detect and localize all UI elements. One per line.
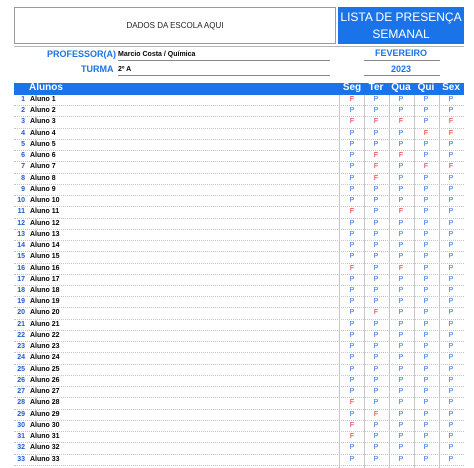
table-row xyxy=(14,252,464,263)
student-name[interactable]: Aluno 22 xyxy=(30,331,60,339)
attendance-cell-qua[interactable]: P xyxy=(398,343,404,351)
attendance-cell-ter[interactable]: F xyxy=(373,410,379,418)
attendance-cell-ter[interactable]: P xyxy=(373,264,379,272)
attendance-cell-seg[interactable]: P xyxy=(349,354,355,362)
attendance-cell-qua[interactable]: P xyxy=(398,129,404,137)
attendance-cell-ter[interactable]: P xyxy=(373,421,379,429)
student-name[interactable]: Aluno 10 xyxy=(30,197,60,205)
student-name[interactable]: Aluno 9 xyxy=(30,185,56,193)
attendance-cell-qui[interactable]: P xyxy=(423,421,429,429)
attendance-cell-sex[interactable]: P xyxy=(448,455,454,463)
attendance-cell-seg[interactable]: P xyxy=(349,365,355,373)
attendance-cell-ter[interactable]: P xyxy=(373,320,379,328)
year-value[interactable]: 2023 xyxy=(390,64,412,74)
attendance-cell-qui[interactable]: P xyxy=(423,140,429,148)
attendance-cell-qui[interactable]: P xyxy=(423,253,429,261)
attendance-cell-ter[interactable]: P xyxy=(373,96,379,103)
attendance-cell-ter[interactable]: F xyxy=(373,174,379,182)
professor-label: PROFESSOR(A) xyxy=(47,49,117,59)
attendance-cell-qui[interactable]: F xyxy=(423,163,429,171)
alunos-header: Alunos xyxy=(29,82,63,93)
attendance-cell-qua[interactable]: P xyxy=(398,388,404,396)
attendance-cell-qui[interactable]: P xyxy=(423,410,429,418)
column-divider xyxy=(439,95,440,468)
attendance-cell-qua[interactable]: P xyxy=(398,365,404,373)
attendance-cell-ter[interactable]: F xyxy=(373,309,379,317)
attendance-cell-qui[interactable]: P xyxy=(423,286,429,294)
month-value[interactable]: FEVEREIRO xyxy=(374,48,427,58)
day-header-sex: Sex xyxy=(442,82,460,93)
attendance-cell-ter[interactable]: P xyxy=(373,275,379,283)
attendance-cell-qui[interactable]: P xyxy=(423,174,429,182)
row-number: 29 xyxy=(17,410,25,418)
table-row xyxy=(14,410,464,421)
attendance-cell-seg[interactable]: P xyxy=(349,376,355,384)
attendance-cell-qui[interactable]: P xyxy=(423,298,429,306)
attendance-cell-seg[interactable]: P xyxy=(349,152,355,160)
attendance-cell-sex[interactable]: P xyxy=(448,275,454,283)
attendance-cell-sex[interactable]: P xyxy=(448,208,454,216)
student-name[interactable]: Aluno 15 xyxy=(30,253,60,261)
attendance-cell-sex[interactable]: P xyxy=(448,242,454,250)
attendance-cell-seg[interactable]: P xyxy=(349,388,355,396)
attendance-cell-qua[interactable]: P xyxy=(398,275,404,283)
school-name: DADOS DA ESCOLA AQUI xyxy=(126,21,224,30)
row-number: 1 xyxy=(21,96,25,103)
table-row xyxy=(14,129,464,140)
attendance-cell-qui[interactable]: P xyxy=(423,185,429,193)
attendance-cell-qui[interactable]: P xyxy=(423,197,429,205)
attendance-cell-seg[interactable]: F xyxy=(349,399,355,407)
row-number: 24 xyxy=(17,354,25,362)
table-row xyxy=(14,207,464,218)
attendance-cell-seg[interactable]: P xyxy=(349,219,355,227)
table-row xyxy=(14,387,464,398)
attendance-cell-ter[interactable]: P xyxy=(373,230,379,238)
attendance-cell-sex[interactable]: P xyxy=(448,107,454,115)
attendance-cell-qui[interactable]: P xyxy=(423,152,429,160)
row-number: 26 xyxy=(17,376,25,384)
student-name[interactable]: Aluno 6 xyxy=(30,152,56,160)
professor-underline xyxy=(118,60,330,61)
student-name[interactable]: Aluno 28 xyxy=(30,399,60,407)
attendance-cell-qui[interactable]: F xyxy=(423,129,429,137)
attendance-cell-sex[interactable]: P xyxy=(448,320,454,328)
row-number: 7 xyxy=(21,163,25,171)
attendance-cell-qua[interactable]: P xyxy=(398,253,404,261)
row-number: 6 xyxy=(21,152,25,160)
student-name[interactable]: Aluno 5 xyxy=(30,140,56,148)
table-row xyxy=(14,331,464,342)
attendance-cell-seg[interactable]: P xyxy=(349,185,355,193)
professor-value[interactable]: Marcio Costa / Química xyxy=(118,51,196,58)
attendance-cell-sex[interactable]: P xyxy=(448,331,454,339)
title-box xyxy=(338,7,464,44)
attendance-cell-sex[interactable]: P xyxy=(448,309,454,317)
student-name[interactable]: Aluno 18 xyxy=(30,286,60,294)
attendance-cell-qua[interactable]: P xyxy=(398,399,404,407)
attendance-cell-qui[interactable]: P xyxy=(423,275,429,283)
table-row xyxy=(14,162,464,173)
attendance-cell-seg[interactable]: P xyxy=(349,230,355,238)
attendance-cell-sex[interactable]: P xyxy=(448,152,454,160)
attendance-cell-qua[interactable]: P xyxy=(398,320,404,328)
attendance-cell-ter[interactable]: P xyxy=(373,185,379,193)
student-name[interactable]: Aluno 21 xyxy=(30,320,60,328)
day-header-seg: Seg xyxy=(342,82,362,93)
attendance-cell-sex[interactable]: P xyxy=(448,96,454,103)
attendance-cell-seg[interactable]: P xyxy=(349,163,355,171)
table-row xyxy=(14,432,464,443)
table-row xyxy=(14,286,464,297)
attendance-cell-seg[interactable]: P xyxy=(349,197,355,205)
attendance-cell-qua[interactable]: P xyxy=(398,433,404,441)
attendance-cell-qua[interactable]: P xyxy=(398,309,404,317)
table-row xyxy=(14,421,464,432)
attendance-cell-sex[interactable]: F xyxy=(448,163,454,171)
attendance-cell-qui[interactable]: P xyxy=(423,444,429,452)
attendance-cell-sex[interactable]: P xyxy=(448,343,454,351)
turma-value[interactable]: 2º A xyxy=(118,66,132,73)
student-name[interactable]: Aluno 4 xyxy=(30,129,56,137)
attendance-cell-sex[interactable]: P xyxy=(448,253,454,261)
day-header-ter: Ter xyxy=(368,82,384,93)
column-divider xyxy=(414,95,415,468)
attendance-cell-seg[interactable]: P xyxy=(349,275,355,283)
attendance-cell-seg[interactable]: P xyxy=(349,107,355,115)
row-number: 31 xyxy=(17,433,25,441)
attendance-cell-seg[interactable]: P xyxy=(349,253,355,261)
attendance-cell-qua[interactable]: P xyxy=(398,242,404,250)
attendance-cell-ter[interactable]: P xyxy=(373,343,379,351)
day-header-qui: Qui xyxy=(417,82,435,93)
attendance-cell-sex[interactable]: P xyxy=(448,174,454,182)
attendance-cell-sex[interactable]: P xyxy=(448,388,454,396)
student-name[interactable]: Aluno 12 xyxy=(30,219,60,227)
table-row xyxy=(14,185,464,196)
title-line-1: LISTA DE PRESENÇA xyxy=(340,10,462,24)
table-row xyxy=(14,106,464,117)
table-row xyxy=(14,219,464,230)
attendance-cell-seg[interactable]: F xyxy=(349,421,355,429)
attendance-cell-ter[interactable]: F xyxy=(373,118,379,126)
attendance-cell-qua[interactable]: P xyxy=(398,410,404,418)
attendance-cell-qui[interactable]: P xyxy=(423,455,429,463)
row-number: 3 xyxy=(21,118,25,126)
column-divider xyxy=(364,95,365,468)
attendance-cell-sex[interactable]: F xyxy=(448,118,454,126)
attendance-cell-qua[interactable]: F xyxy=(398,208,404,216)
attendance-cell-qua[interactable]: P xyxy=(398,185,404,193)
attendance-cell-sex[interactable]: P xyxy=(448,444,454,452)
row-number: 8 xyxy=(21,174,25,182)
attendance-cell-seg[interactable]: P xyxy=(349,444,355,452)
attendance-cell-qui[interactable]: P xyxy=(423,331,429,339)
attendance-cell-qua[interactable]: P xyxy=(398,197,404,205)
attendance-cell-qui[interactable]: P xyxy=(423,118,429,126)
student-name[interactable]: Aluno 7 xyxy=(30,163,56,171)
row-number: 15 xyxy=(17,253,25,261)
attendance-cell-seg[interactable]: P xyxy=(349,174,355,182)
table-row xyxy=(14,342,464,353)
attendance-cell-qui[interactable]: P xyxy=(423,219,429,227)
attendance-cell-ter[interactable]: P xyxy=(373,354,379,362)
attendance-cell-ter[interactable]: P xyxy=(373,107,379,115)
attendance-cell-qua[interactable]: F xyxy=(398,264,404,272)
attendance-cell-ter[interactable]: P xyxy=(373,444,379,452)
student-name[interactable]: Aluno 8 xyxy=(30,174,56,182)
attendance-cell-seg[interactable]: P xyxy=(349,455,355,463)
attendance-cell-ter[interactable]: P xyxy=(373,242,379,250)
attendance-cell-qua[interactable]: P xyxy=(398,230,404,238)
attendance-cell-sex[interactable]: P xyxy=(448,421,454,429)
student-name[interactable]: Aluno 11 xyxy=(30,208,60,216)
student-name[interactable]: Aluno 2 xyxy=(30,107,56,115)
table-header xyxy=(14,83,464,95)
row-number: 21 xyxy=(17,320,25,328)
attendance-cell-qui[interactable]: P xyxy=(423,96,429,103)
attendance-cell-qua[interactable]: P xyxy=(398,455,404,463)
student-name[interactable]: Aluno 20 xyxy=(30,309,60,317)
attendance-cell-ter[interactable]: P xyxy=(373,140,379,148)
attendance-cell-qua[interactable]: P xyxy=(398,163,404,171)
day-header-qua: Qua xyxy=(391,82,411,93)
column-divider xyxy=(339,95,340,468)
attendance-cell-seg[interactable]: F xyxy=(349,433,355,441)
attendance-cell-seg[interactable]: P xyxy=(349,286,355,294)
student-name[interactable]: Aluno 16 xyxy=(30,264,60,272)
attendance-cell-seg[interactable]: P xyxy=(349,331,355,339)
attendance-cell-qui[interactable]: P xyxy=(423,230,429,238)
attendance-cell-sex[interactable]: P xyxy=(448,197,454,205)
attendance-cell-sex[interactable]: P xyxy=(448,230,454,238)
attendance-cell-sex[interactable]: P xyxy=(448,365,454,373)
attendance-cell-qua[interactable]: F xyxy=(398,152,404,160)
student-name[interactable]: Aluno 31 xyxy=(30,433,60,441)
row-number: 25 xyxy=(17,365,25,373)
turma-label: TURMA xyxy=(81,64,114,74)
attendance-cell-ter[interactable]: P xyxy=(373,455,379,463)
table-row xyxy=(14,196,464,207)
attendance-cell-qua[interactable]: P xyxy=(398,174,404,182)
student-name[interactable]: Aluno 3 xyxy=(30,118,56,126)
student-name[interactable]: Aluno 26 xyxy=(30,376,60,384)
row-number: 9 xyxy=(21,185,25,193)
attendance-cell-qua[interactable]: P xyxy=(398,298,404,306)
row-number: 12 xyxy=(17,219,25,227)
attendance-cell-ter[interactable]: P xyxy=(373,286,379,294)
student-name[interactable]: Aluno 23 xyxy=(30,343,60,351)
attendance-cell-ter[interactable]: F xyxy=(373,163,379,171)
attendance-cell-seg[interactable]: P xyxy=(349,320,355,328)
attendance-cell-qua[interactable]: P xyxy=(398,331,404,339)
table-row xyxy=(14,241,464,252)
attendance-cell-ter[interactable]: F xyxy=(373,152,379,160)
attendance-cell-sex[interactable]: P xyxy=(448,264,454,272)
attendance-cell-ter[interactable]: P xyxy=(373,376,379,384)
student-name[interactable]: Aluno 19 xyxy=(30,298,60,306)
attendance-cell-qua[interactable]: P xyxy=(398,354,404,362)
column-divider xyxy=(389,95,390,468)
row-number: 2 xyxy=(21,107,25,115)
table-row xyxy=(14,398,464,409)
row-number: 33 xyxy=(17,455,25,463)
attendance-cell-sex[interactable]: P xyxy=(448,354,454,362)
student-name[interactable]: Aluno 33 xyxy=(30,455,60,463)
attendance-cell-qui[interactable]: P xyxy=(423,365,429,373)
attendance-cell-qui[interactable]: P xyxy=(423,433,429,441)
row-number: 17 xyxy=(17,275,25,283)
table-row xyxy=(14,264,464,275)
student-name[interactable]: Aluno 27 xyxy=(30,388,60,396)
attendance-cell-sex[interactable]: P xyxy=(448,410,454,418)
attendance-cell-qui[interactable]: P xyxy=(423,376,429,384)
attendance-cell-ter[interactable]: P xyxy=(373,388,379,396)
attendance-cell-qua[interactable]: P xyxy=(398,96,404,103)
attendance-cell-qua[interactable]: P xyxy=(398,444,404,452)
attendance-cell-ter[interactable]: P xyxy=(373,208,379,216)
turma-underline xyxy=(118,75,330,76)
row-number: 13 xyxy=(17,230,25,238)
row-number: 20 xyxy=(17,309,25,317)
row-number: 11 xyxy=(17,208,25,216)
row-number: 5 xyxy=(21,140,25,148)
student-name[interactable]: Aluno 24 xyxy=(30,354,60,362)
row-number: 32 xyxy=(17,444,25,452)
attendance-cell-ter[interactable]: P xyxy=(373,219,379,227)
attendance-cell-ter[interactable]: P xyxy=(373,129,379,137)
attendance-cell-seg[interactable]: P xyxy=(349,298,355,306)
attendance-cell-qua[interactable]: P xyxy=(398,421,404,429)
row-number: 22 xyxy=(17,331,25,339)
row-number: 18 xyxy=(17,286,25,294)
table-row xyxy=(14,297,464,308)
table-row xyxy=(14,151,464,162)
attendance-cell-qui[interactable]: P xyxy=(423,343,429,351)
row-number: 23 xyxy=(17,343,25,351)
attendance-cell-qui[interactable]: P xyxy=(423,309,429,317)
attendance-cell-qui[interactable]: P xyxy=(423,354,429,362)
attendance-cell-seg[interactable]: P xyxy=(349,309,355,317)
attendance-cell-qua[interactable]: P xyxy=(398,107,404,115)
table-row xyxy=(14,174,464,185)
table-row xyxy=(14,117,464,128)
row-number: 16 xyxy=(17,264,25,272)
table-row xyxy=(14,140,464,151)
row-number: 30 xyxy=(17,421,25,429)
attendance-cell-sex[interactable]: P xyxy=(448,140,454,148)
student-name[interactable]: Aluno 1 xyxy=(30,96,56,103)
attendance-cell-ter[interactable]: P xyxy=(373,253,379,261)
student-name[interactable]: Aluno 30 xyxy=(30,421,60,429)
attendance-cell-seg[interactable]: F xyxy=(349,208,355,216)
attendance-cell-ter[interactable]: P xyxy=(373,399,379,407)
table-row xyxy=(14,365,464,376)
row-number: 19 xyxy=(17,298,25,306)
table-row xyxy=(14,308,464,319)
attendance-cell-seg[interactable]: P xyxy=(349,129,355,137)
attendance-cell-qua[interactable]: P xyxy=(398,140,404,148)
attendance-cell-qua[interactable]: F xyxy=(398,118,404,126)
row-number: 27 xyxy=(17,388,25,396)
attendance-cell-seg[interactable]: P xyxy=(349,343,355,351)
student-name[interactable]: Aluno 25 xyxy=(30,365,60,373)
row-number: 10 xyxy=(17,197,25,205)
attendance-cell-qui[interactable]: P xyxy=(423,242,429,250)
attendance-cell-ter[interactable]: P xyxy=(373,331,379,339)
table-row xyxy=(14,353,464,364)
attendance-cell-sex[interactable]: P xyxy=(448,376,454,384)
attendance-cell-sex[interactable]: P xyxy=(448,219,454,227)
attendance-cell-qua[interactable]: P xyxy=(398,219,404,227)
student-name[interactable]: Aluno 32 xyxy=(30,444,60,452)
attendance-cell-qui[interactable]: P xyxy=(423,264,429,272)
attendance-cell-sex[interactable]: P xyxy=(448,433,454,441)
row-number: 28 xyxy=(17,399,25,407)
attendance-table xyxy=(14,95,464,466)
student-name[interactable]: Aluno 13 xyxy=(30,230,60,238)
attendance-cell-seg[interactable]: P xyxy=(349,242,355,250)
attendance-cell-seg[interactable]: F xyxy=(349,264,355,272)
year-underline xyxy=(364,75,440,76)
table-row xyxy=(14,320,464,331)
attendance-cell-sex[interactable]: P xyxy=(448,286,454,294)
attendance-cell-ter[interactable]: P xyxy=(373,433,379,441)
table-row xyxy=(14,443,464,454)
table-row xyxy=(14,95,464,106)
student-name[interactable]: Aluno 14 xyxy=(30,242,60,250)
attendance-cell-qui[interactable]: P xyxy=(423,208,429,216)
attendance-cell-seg[interactable]: F xyxy=(349,118,355,126)
title-line-2: SEMANAL xyxy=(372,27,430,41)
row-number: 4 xyxy=(21,129,25,137)
attendance-cell-qua[interactable]: P xyxy=(398,376,404,384)
attendance-cell-ter[interactable]: P xyxy=(373,365,379,373)
attendance-cell-ter[interactable]: P xyxy=(373,298,379,306)
attendance-cell-ter[interactable]: P xyxy=(373,197,379,205)
attendance-cell-sex[interactable]: F xyxy=(448,129,454,137)
attendance-cell-seg[interactable]: P xyxy=(349,410,355,418)
attendance-cell-qua[interactable]: P xyxy=(398,286,404,294)
attendance-cell-qui[interactable]: P xyxy=(423,107,429,115)
student-name[interactable]: Aluno 29 xyxy=(30,410,60,418)
attendance-cell-qui[interactable]: P xyxy=(423,388,429,396)
month-underline xyxy=(364,60,440,61)
row-number: 14 xyxy=(17,242,25,250)
divider xyxy=(14,46,464,47)
attendance-cell-seg[interactable]: P xyxy=(349,140,355,148)
attendance-cell-qui[interactable]: P xyxy=(423,320,429,328)
attendance-cell-qui[interactable]: P xyxy=(423,399,429,407)
table-row xyxy=(14,230,464,241)
attendance-cell-sex[interactable]: P xyxy=(448,185,454,193)
table-row xyxy=(14,376,464,387)
table-row xyxy=(14,275,464,286)
attendance-cell-seg[interactable]: F xyxy=(349,96,355,103)
attendance-cell-sex[interactable]: P xyxy=(448,298,454,306)
table-row xyxy=(14,455,464,466)
attendance-cell-sex[interactable]: P xyxy=(448,399,454,407)
school-info-box[interactable] xyxy=(14,7,336,44)
student-name[interactable]: Aluno 17 xyxy=(30,275,60,283)
